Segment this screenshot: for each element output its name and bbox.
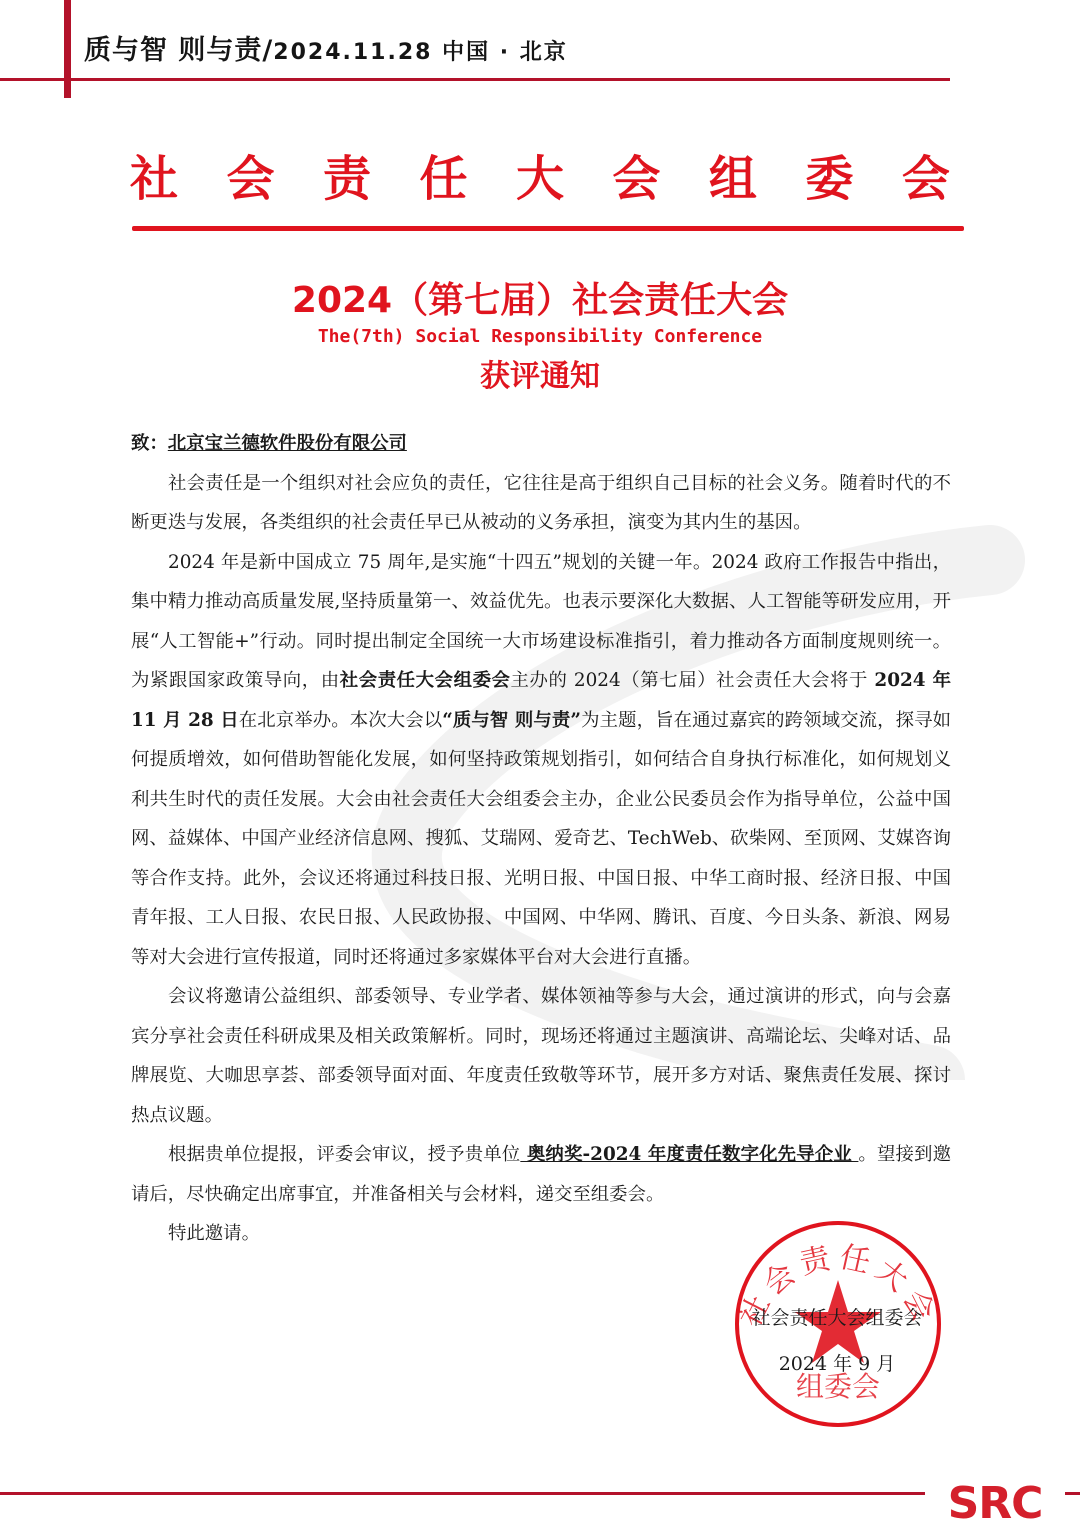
- banner-char: 会: [226, 151, 275, 207]
- document-title-english: The(7th) Social Responsibility Conference: [317, 326, 763, 347]
- banner-char: 责: [322, 151, 371, 207]
- src-logo: [925, 1480, 1065, 1524]
- header-slogan: [84, 28, 568, 67]
- banner-char: 会: [612, 151, 661, 207]
- paragraph-1: 社会责任是一个组织对社会应负的责任，它往往是高于组织自己目标的社会义务。随着时代的不断更迭与发展，各类组织的社会责任早已从被动的义务承担，演变为其内生的基因。: [131, 472, 951, 533]
- header-vertical-bar: [64, 0, 71, 98]
- banner-char: 委: [805, 151, 854, 207]
- recipient-line: [131, 424, 951, 464]
- signature-organization: 社会责任大会组委会: [751, 1307, 923, 1329]
- recipient-label: 致：: [131, 433, 168, 454]
- paragraph-2-text: 在北京举办。本次大会以: [238, 709, 443, 731]
- seal-bottom-text: 组委会: [795, 1370, 881, 1403]
- paragraph-2-text: 主办的 2024（第七届）社会责任大会将于: [510, 670, 875, 691]
- banner-char: 社: [130, 151, 179, 207]
- paragraph-4: [131, 1135, 951, 1214]
- closing-line: 特此邀请。: [168, 1223, 260, 1244]
- svg-text:SRC: SRC: [947, 1480, 1043, 1524]
- paragraph-2: [131, 543, 951, 978]
- signature-date: 2024 年 9 月: [778, 1353, 896, 1375]
- award-name: 奥纳奖-2024 年度责任数字化先导企业: [520, 1144, 859, 1165]
- banner-char: 大: [515, 151, 564, 207]
- banner-char: 会: [901, 151, 950, 207]
- banner-char: 任: [419, 151, 468, 207]
- recipient-company: 北京宝兰德软件股份有限公司: [167, 433, 407, 454]
- committee-banner: [130, 140, 950, 209]
- slogan-text: 质与智 则与责: [84, 35, 263, 66]
- paragraph-4-text: 根据贵单位提报，评委会审议，授予贵单位: [168, 1144, 521, 1165]
- letter-body: [131, 424, 951, 1254]
- event-date: 2024 年 11 月 28 日: [131, 670, 951, 731]
- banner-rule: [132, 226, 964, 231]
- paragraph-2-text: 为主题，旨在通过嘉宾的跨领域交流，探寻如何提质增效，如何借助智能化发展，如何坚持政策规划指引，如何结合自身执行标准化，如何规划义利共生时代的责任发展。大会由社会责任大会组委会主办，企业公民委员会作为指导单位，公益中国网、益媒体、中国产业经济信息网、搜狐、艾瑞网、爱奇艺、TechWeb、砍柴网、至顶网、艾媒咨询等合作支持。此外，会议还将通过科技日报、光明日报、中国日报、中华工商时报、经济日报、中国青年报、工人日报、农民日报、人民政协报、中国网、中华网、腾讯、百度、今日头条、新浪、网易等对大会进行宣传报道，同时还将通过多家媒体平台对大会进行直播。: [131, 709, 951, 968]
- slogan-date-place: 2024.11.28 中国 · 北京: [273, 40, 568, 65]
- document-title: 2024（第七届）社会责任大会: [291, 280, 789, 321]
- slogan-separator: /: [262, 35, 274, 66]
- header-rule: [0, 78, 950, 81]
- organizer-name: 社会责任大会组委会: [339, 670, 511, 691]
- seal-arc-text: 社会责任大会: [732, 1239, 944, 1333]
- paragraph-3: 会议将邀请公益组织、部委领导、专业学者、媒体领袖等参与大会，通过演讲的形式，向与会嘉宾分享社会责任科研成果及相关政策解析。同时，现场还将通过主题演讲、高端论坛、尖峰对话、品牌展览、大咖思享荟、部委领导面对面、年度责任致敬等环节，展开多方对话、聚焦责任发展、探讨热点议题。: [131, 986, 951, 1126]
- paragraph-4-text: 。望接到邀请后，尽快确定出席事宜，并准备相关与会材料，递交至组委会。: [131, 1144, 951, 1205]
- document-subtitle: 获评通知: [480, 359, 600, 394]
- footer-rule: [0, 1492, 1080, 1495]
- event-theme: “质与智 则与责”: [442, 709, 581, 731]
- paragraph-2-text: 2024 年是新中国成立 75 周年,是实施“十四五”规划的关键一年。2024 政府工作报告中指出，集中精力推动高质量发展,坚持质量第一、效益优先。也表示要深化大数据、人工智能等研发应用，开展“人工智能+”行动。同时提出制定全国统一大市场建设标准指引，着力推动各方面制度规则统一。为紧跟国家政策导向，由: [131, 551, 951, 691]
- banner-char: 组: [708, 151, 757, 207]
